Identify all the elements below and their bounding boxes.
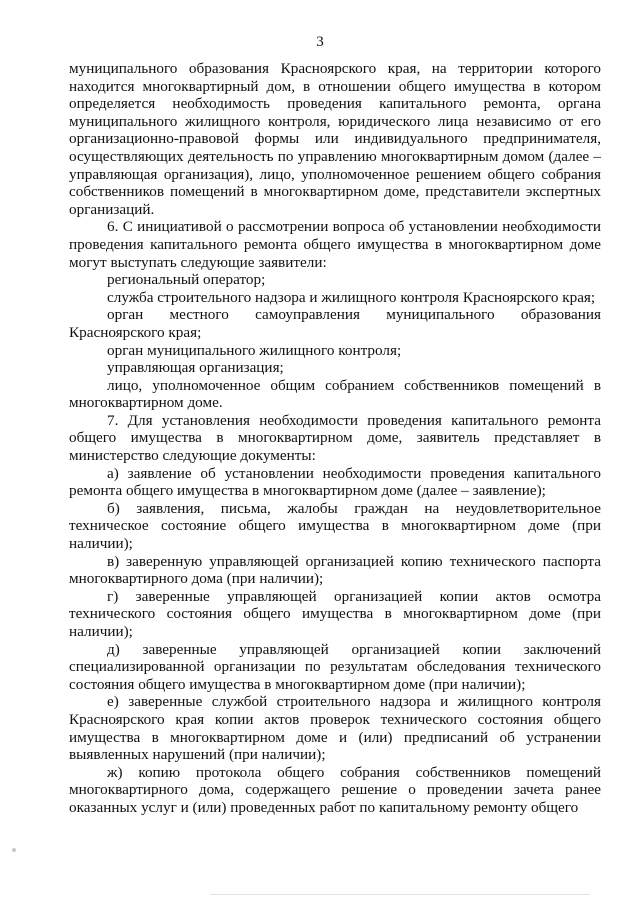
paragraph-item-6: 6. С инициативой о рассмотрении вопроса об установлении необходимости проведения капитального ремонта общего имущества в многоквартирном доме могут выступать следующие заявители: <box>69 218 601 271</box>
page-number: 3 <box>316 34 324 50</box>
document-item-a: а) заявление об установлении необходимости проведения капитального ремонта общего имущества в многоквартирном доме (далее – заявление); <box>69 464 601 500</box>
applicant-management-organization: управляющая организация; <box>107 359 284 377</box>
applicant-regional-operator: региональный оператор; <box>107 271 266 289</box>
document-body <box>69 60 601 817</box>
applicant-authorized-person: лицо, уполномоченное общим собранием собственников помещений в многоквартирном доме. <box>69 376 601 412</box>
applicant-municipal-housing-control: орган муниципального жилищного контроля; <box>107 341 402 359</box>
document-item-b: б) заявления, письма, жалобы граждан на неудовлетворительное техническое состояние общего имущества в многоквартирном доме (при наличии); <box>69 499 601 553</box>
document-item-d: д) заверенные управляющей организацией копии заключений специализированной организации по результатам обследования технического состояния общего имущества в многоквартирном доме (при наличии); <box>69 640 601 693</box>
document-item-zh: ж) копию протокола общего собрания собственников помещений многоквартирного дома, содержащего решение о проведении зачета ранее оказанных услуг и (или) проведенных работ по капитальному ремонту общего <box>69 763 601 816</box>
scan-edge-line <box>210 894 590 895</box>
applicant-local-government: орган местного самоуправления муниципального образования Красноярского края; <box>69 306 601 341</box>
document-item-g: г) заверенные управляющей организацией копии актов осмотра технического состояния общего имущества в многоквартирном доме (при наличии); <box>69 587 601 640</box>
applicant-construction-supervision: служба строительного надзора и жилищного контроля Красноярского края; <box>107 288 596 306</box>
paragraph-item-7: 7. Для установления необходимости проведения капитального ремонта общего имущества в многоквартирном доме, заявитель представляет в министерство следующие документы: <box>69 411 601 465</box>
document-item-v: в) заверенную управляющей организацией копию технического паспорта многоквартирного дома (при наличии); <box>69 552 601 588</box>
document-item-e: е) заверенные службой строительного надзора и жилищного контроля Красноярского края копии актов проверок технического состояния общего имущества в многоквартирном доме и (или) предписаний об устранении выявленных нарушений (при наличии); <box>69 693 601 764</box>
scan-speck <box>12 848 16 852</box>
paragraph-continuation: муниципального образования Красноярского края, на территории которого находится многоквартирный дом, в отношении общего имущества в котором определяется необходимость проведения капитального ремонта, органа муниципального жилищного контроля, юридического лица независимо от его организационно-правовой формы или индивидуального предпринимателя, осуществляющих деятельность по управлению многоквартирным домом (далее – управляющая организация), лицо, уполномоченное решением общего собрания собственников помещений в многоквартирном доме, представители экспертных организаций. <box>69 60 601 218</box>
